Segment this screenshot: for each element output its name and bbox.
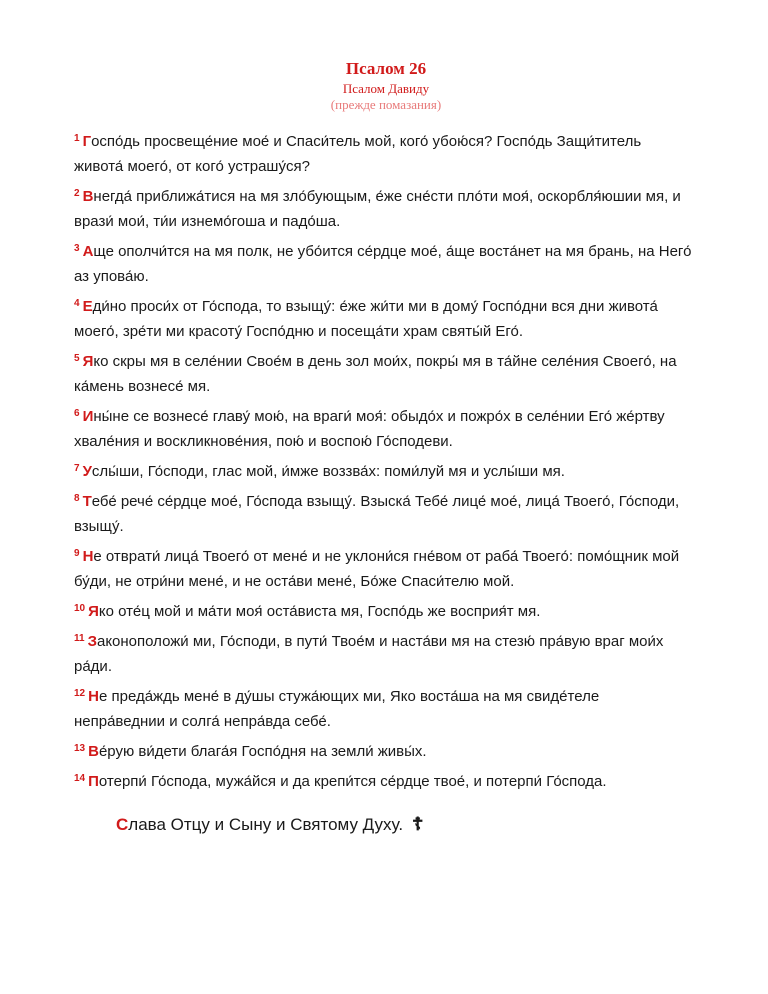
verse-initial: Е (82, 298, 93, 315)
verse-number: 3 (74, 243, 80, 254)
verse (74, 184, 698, 234)
verse (74, 629, 698, 679)
page-subtitle: Псалом Давиду (342, 81, 430, 96)
verse-text: ди́но проси́х от Го́спода, то взыщу́: е́же жи́ти ми в дому́ Госпо́дни вся дни живота́ моего́, зре́ти ми красоту́ Госпо́дню и посеща́ти храм святы́й Его́. (74, 298, 658, 340)
verse (74, 489, 698, 539)
verse-body (74, 769, 692, 794)
verse-initial: Я (88, 603, 99, 620)
verse-text: ны́не се вознесе́ главу́ мою́, на враги́ моя́: обыдо́х и пожро́х в селе́нии Его́ же́ртву хвале́ния и воскликнове́ния, пою́ и воспою́ Го́сподеви. (74, 408, 665, 450)
verse (74, 769, 698, 794)
verse-initial: Я (82, 353, 94, 370)
verse-number: 2 (74, 188, 80, 199)
doxology-text: лава Отцу и Сыну и Святому Духу. (128, 815, 404, 834)
verse (74, 459, 698, 484)
verse-initial: Н (88, 688, 99, 705)
cross-icon: ☦ (411, 814, 424, 834)
verse-number: 9 (74, 548, 80, 559)
verse-text: ко скры мя в селе́нии Свое́м в день зол мои́х, покры́ мя в та́йне селе́ния Своего́, на ка́мень вознесе́ мя. (74, 353, 677, 395)
verse (74, 129, 698, 179)
verse-initial: П (88, 773, 99, 790)
verse-body (74, 684, 692, 734)
verse-number: 8 (74, 493, 80, 504)
verse (74, 599, 698, 624)
verse-initial: Т (82, 493, 92, 510)
verse-number: 4 (74, 298, 80, 309)
verse-body (74, 629, 692, 679)
verse-body (74, 404, 692, 454)
verse (74, 684, 698, 734)
verse-initial: А (82, 243, 94, 260)
verse-body (74, 739, 692, 764)
verse-initial: Г (82, 133, 92, 150)
verse-number: 7 (74, 463, 80, 474)
verse-initial: В (88, 743, 99, 760)
verse-initial: У (82, 463, 92, 480)
verse (74, 739, 698, 764)
verse-text: е отврати́ лица́ Твоего́ от мене́ и не уклони́ся гне́вом от раба́ Твоего́: помо́щник мой бу́ди, не отри́ни мене́, и не оста́ви мене́, Бо́же Спаси́телю мой. (74, 548, 680, 590)
verse-body (74, 129, 692, 179)
verse-text: аконоположи́ ми, Го́споди, в пути́ Твое́м и наста́ви мя на стезю́ пра́вую враг мои́х ра́ди. (74, 633, 664, 675)
verse (74, 294, 698, 344)
verse-number: 12 (74, 688, 86, 699)
verse-initial: В (82, 188, 94, 205)
verse (74, 404, 698, 454)
verse-body (74, 489, 692, 539)
verse-initial: З (87, 633, 97, 650)
verse-body (74, 459, 692, 484)
verse-initial: И (82, 408, 94, 425)
verse (74, 239, 698, 289)
verse-number: 13 (74, 743, 86, 754)
verse-initial: Н (82, 548, 94, 565)
verse-number: 6 (74, 408, 80, 419)
verse-text: е преда́ждь мене́ в ду́шы стужа́ющих ми, Яко воста́ша на мя свиде́теле непра́веднии и солга́ непра́вда себе́. (74, 688, 600, 730)
page-title: Псалом 26 (345, 59, 427, 78)
verse-text: ще ополчи́тся на мя полк, не убо́ится се́рдце мое́, а́ще воста́нет на мя брань, на Него́ аз упова́ю. (74, 243, 692, 285)
verse-text: е́рую ви́дети блага́я Госпо́дня на земли́ живы́х. (98, 743, 427, 760)
verse-text: отерпи́ Го́спода, мужа́йся и да крепи́тся се́рдце твое́, и потерпи́ Го́спода. (98, 773, 607, 790)
verse-number: 10 (74, 603, 86, 614)
verse-number: 11 (74, 633, 85, 644)
verse-text: ебе́ рече́ се́рдце мое́, Го́спода взыщу́. Взыска́ Тебе́ лице́ мое́, лица́ Твоего́, Го́споди, взыщу́. (74, 493, 680, 535)
verse-list (74, 129, 698, 794)
verse-body (74, 184, 692, 234)
verse-body (74, 239, 692, 289)
verse-number: 1 (74, 133, 80, 144)
doxology (116, 812, 698, 837)
verse-text: ко оте́ц мой и ма́ти моя́ оста́виста мя, Госпо́дь же восприя́т мя. (98, 603, 541, 620)
verse-text: слы́ши, Го́споди, глас мой, и́мже воззва́х: поми́луй мя и услы́ши мя. (91, 463, 565, 480)
verse-body (74, 544, 692, 594)
verse-number: 14 (74, 773, 86, 784)
verse-number: 5 (74, 353, 80, 364)
verse-text: негда́ приближа́тися на мя зло́бующым, е́же сне́сти пло́ти моя́, оскорбля́юшии мя, и врази́ мои́, ти́и изнемо́гоша и падо́ша. (74, 188, 681, 230)
doxology-initial: С (116, 815, 129, 834)
verse-body (74, 349, 692, 399)
verse-body (74, 599, 692, 624)
psalm-header (74, 58, 698, 113)
verse-body (74, 294, 692, 344)
verse (74, 544, 698, 594)
verse (74, 349, 698, 399)
verse-text: оспо́дь просвеще́ние мое́ и Спаси́тель мой, кого́ убою́ся? Госпо́дь Защи́титель живота́ моего́, от кого́ устрашу́ся? (74, 133, 642, 175)
page-note: (прежде помазания) (330, 97, 442, 112)
